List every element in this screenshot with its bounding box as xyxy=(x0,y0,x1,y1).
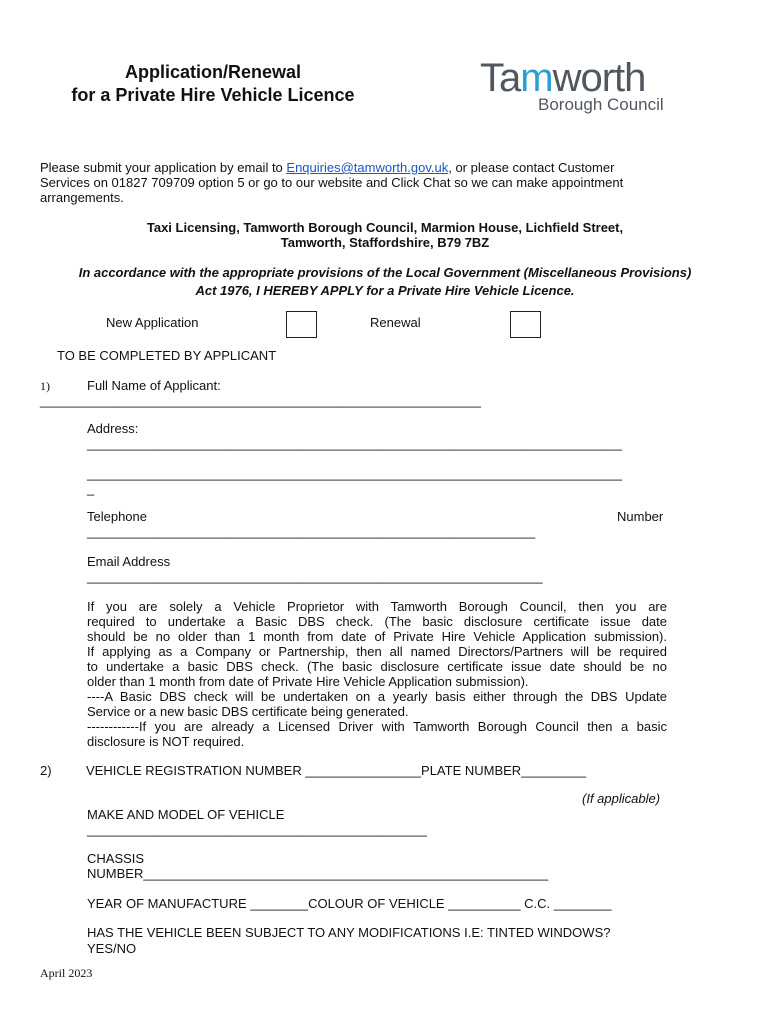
dbs-line: Service or a new basic DBS certificate being generated. xyxy=(87,704,409,719)
make-model-field[interactable]: _______________________________________________ xyxy=(87,822,427,837)
modifications-question: HAS THE VEHICLE BEEN SUBJECT TO ANY MODIFICATIONS I.E: TINTED WINDOWS? xyxy=(87,925,611,940)
logo-wordmark: Tamworth xyxy=(480,56,646,100)
full-name-field[interactable]: _____________________________________________________________ xyxy=(40,393,482,408)
renewal-label: Renewal xyxy=(370,315,421,330)
dbs-line: If applying as a Company or Partnership, then all named Directors/Partners will be required xyxy=(87,644,667,659)
question-2-number: 2) xyxy=(40,763,52,778)
email-link[interactable]: Enquiries@tamworth.gov.uk xyxy=(286,160,449,175)
telephone-field[interactable]: ______________________________________________________________ xyxy=(87,524,536,539)
full-name-label: Full Name of Applicant: xyxy=(87,378,221,393)
section-header: TO BE COMPLETED BY APPLICANT xyxy=(57,348,277,363)
new-application-checkbox[interactable] xyxy=(286,311,317,338)
dbs-line: If you are solely a Vehicle Proprietor with Tamworth Borough Council, then you are xyxy=(87,599,667,614)
address-field-line-1[interactable]: __________________________________________________________________________ xyxy=(87,436,623,451)
number-label: Number xyxy=(617,509,664,524)
address-field-line-3[interactable]: _ xyxy=(87,481,95,496)
office-address: Taxi Licensing, Tamworth Borough Council, Marmion House, Lichfield Street, Tamworth, Staffordshire, B79 7BZ xyxy=(146,220,624,250)
email-address-field[interactable]: _______________________________________________________________ xyxy=(87,569,543,584)
intro-paragraph: Please submit your application by email to Enquiries@tamworth.gov.uk, or please contact Customer Services on 01827 709709 option 5 or go to our website and Click Chat so we can make appointment arrangements. xyxy=(40,160,624,205)
make-model-label: MAKE AND MODEL OF VEHICLE xyxy=(87,807,285,822)
form-title xyxy=(40,61,386,107)
tamworth-logo xyxy=(480,56,664,114)
address-label: Address: xyxy=(87,421,139,436)
dbs-line: ------------If you are already a Licensed Driver with Tamworth Borough Council then a basic xyxy=(87,719,667,734)
dbs-line: older than 1 month from date of Private Hire Vehicle Application submission). xyxy=(87,674,529,689)
email-address-label: Email Address xyxy=(87,554,171,569)
dbs-line: required to undertake a Basic DBS check. (The basic disclosure certificate issue date xyxy=(87,614,667,629)
modifications-yes-no[interactable]: YES/NO xyxy=(87,941,137,956)
question-1-number: 1) xyxy=(40,379,50,393)
title-line-1: Application/Renewal xyxy=(124,62,302,82)
footer-date: April 2023 xyxy=(40,966,93,980)
title-line-2: for a Private Hire Vehicle Licence xyxy=(71,85,355,105)
renewal-checkbox[interactable] xyxy=(510,311,541,338)
address-field-line-2[interactable]: __________________________________________________________________________ xyxy=(87,466,623,481)
dbs-line: should be no older than 1 month from date of Private Hire Vehicle Application submission). xyxy=(87,629,667,644)
dbs-line: ----A Basic DBS check will be undertaken on a yearly basis either through the DBS Update xyxy=(87,689,667,704)
dbs-line: to undertake a basic DBS check. (The basic disclosure certificate issue date should be no xyxy=(87,659,667,674)
telephone-label: Telephone xyxy=(87,509,147,524)
dbs-paragraph xyxy=(87,599,667,749)
year-colour-cc-fields[interactable]: YEAR OF MANUFACTURE ________COLOUR OF VEHICLE __________ C.C. ________ xyxy=(87,896,612,911)
declaration-text: In accordance with the appropriate provisions of the Local Government (Miscellaneous Provisions) Act 1976, I HEREBY APPLY for a Private Hire Vehicle Licence. xyxy=(78,265,692,298)
logo-subtitle: Borough Council xyxy=(538,95,664,114)
new-application-label: New Application xyxy=(106,315,199,330)
dbs-line: disclosure is NOT required. xyxy=(87,734,245,749)
if-applicable-note: (If applicable) xyxy=(582,791,661,806)
chassis-label: CHASSIS xyxy=(87,851,145,866)
registration-plate-fields[interactable]: VEHICLE REGISTRATION NUMBER ________________PLATE NUMBER_________ xyxy=(86,763,587,778)
intro-text: Please submit your application by email to xyxy=(40,160,287,175)
chassis-number-field[interactable]: NUMBER________________________________________________________ xyxy=(87,866,549,881)
